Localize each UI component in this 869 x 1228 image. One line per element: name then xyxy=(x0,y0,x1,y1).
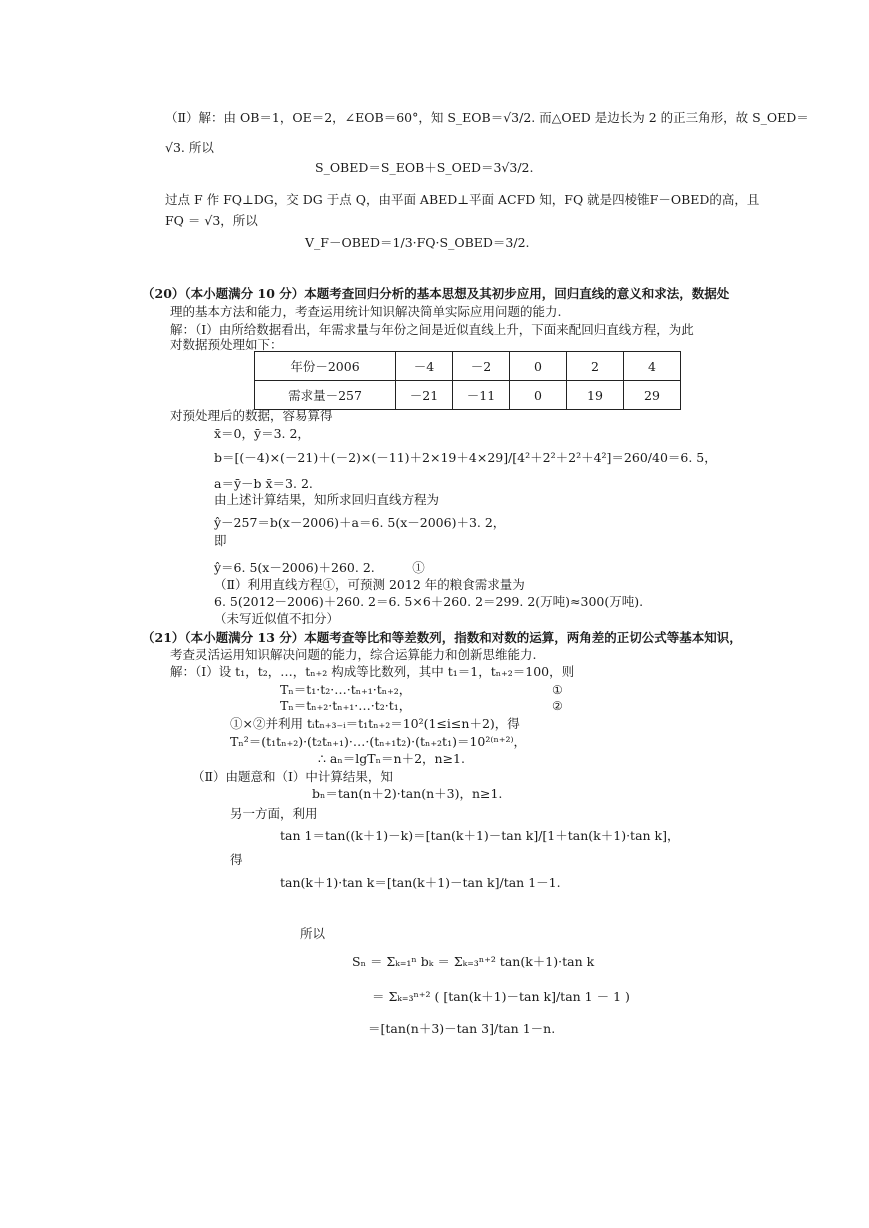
q21-an-result: ∴ aₙ＝lgTₙ＝n＋2，n≥1. xyxy=(318,751,465,766)
q20-slope-equation: b＝[(－4)×(－21)＋(－2)×(－11)＋2×19＋4×29]/[4²＋2²＋2²＋4²]＝260/40＝6. 5， xyxy=(214,450,717,465)
table-cell: 0 xyxy=(510,352,567,381)
q21-multiply-step: ①×②并利用 tᵢtₙ₊₃₋ᵢ＝t₁tₙ₊₂＝10²(1≤i≤n＋2)，得 xyxy=(230,716,520,731)
q21-sum-result: ＝[tan(n＋3)－tan 3]/tan 1－n. xyxy=(368,1021,556,1036)
q19-ii-line-2: √3. 所以 xyxy=(165,140,214,155)
table-row xyxy=(255,352,681,381)
q21-solution-line-1: 解：（Ⅰ）设 t₁，t₂，…，tₙ₊₂ 构成等比数列，其中 t₁＝1，tₙ₊₂＝100，则 xyxy=(170,664,575,679)
q20-solution-line-1: 解：（Ⅰ）由所给数据看出，年需求量与年份之间是近似直线上升，下面来配回归直线方程，为此 xyxy=(170,322,694,337)
q21-marker-2: ② xyxy=(552,699,563,713)
table-cell: 0 xyxy=(510,381,567,410)
q21-text-on-other-hand: 另一方面，利用 xyxy=(230,806,318,821)
q19-volume-equation: V_F－OBED＝1/3·FQ·S_OBED＝3/2. xyxy=(305,235,530,250)
q21-bn-formula: bₙ＝tan(n＋2)·tan(n＋3)，n≥1. xyxy=(312,786,503,801)
q21-header-line-2: 考查灵活运用知识解决问题的能力，综合运算能力和创新思维能力. xyxy=(170,647,537,662)
table-cell: 2 xyxy=(567,352,624,381)
q19-area-equation: S_OBED＝S_EOB＋S_OED＝3√3/2. xyxy=(315,160,534,175)
q20-header-line-2: 理的基本方法和能力，考查运用统计知识解决简单实际应用问题的能力. xyxy=(170,304,562,319)
q20-regression-final: ŷ＝6. 5(x－2006)＋260. 2. ① xyxy=(214,560,425,575)
q19-ii-line-1: （Ⅱ）解：由 OB＝1，OE＝2，∠EOB＝60°，知 S_EOB＝√3/2. 而△OED 是边长为 2 的正三角形，故 S_OED＝ xyxy=(165,110,809,125)
q21-header-line-1: （21）（本小题满分 13 分）本题考查等比和等差数列，指数和对数的运算，两角差的正切公式等基本知识， xyxy=(142,630,742,645)
q21-tan-identity: tan 1＝tan((k＋1)－k)＝[tan(k＋1)－tan k]/[1＋tan(k＋1)·tan k]， xyxy=(280,828,680,843)
table-cell: 4 xyxy=(624,352,681,381)
q21-sum-line-1: Sₙ ＝ Σₖ₌₁ⁿ bₖ ＝ Σₖ₌₃ⁿ⁺² tan(k＋1)·tan k xyxy=(352,954,595,969)
table-cell: －21 xyxy=(396,381,453,410)
q20-note: （未写近似值不扣分） xyxy=(214,611,340,626)
q20-text-ie: 即 xyxy=(214,533,227,548)
q21-sum-line-2: ＝ Σₖ₌₃ⁿ⁺² ( [tan(k＋1)－tan k]/tan 1 － 1 ) xyxy=(372,989,630,1004)
q21-tan-product: tan(k＋1)·tan k＝[tan(k＋1)－tan k]/tan 1－1. xyxy=(280,875,561,890)
table-cell: 29 xyxy=(624,381,681,410)
table-cell: 19 xyxy=(567,381,624,410)
q20-means: x̄＝0，ȳ＝3. 2， xyxy=(214,426,310,441)
q19-ii-line-3: 过点 F 作 FQ⊥DG，交 DG 于点 Q，由平面 ABED⊥平面 ACFD 知，FQ 就是四棱锥F－OBED的高，且 xyxy=(165,192,760,207)
q20-header-line-1: （20）（本小题满分 10 分）本题考查回归分析的基本思想及其初步应用，回归直线的意义和求法，数据处 xyxy=(142,286,730,301)
table-row xyxy=(255,381,681,410)
table-cell: －4 xyxy=(396,352,453,381)
q20-intercept: a＝ȳ－b x̄＝3. 2. xyxy=(214,476,313,491)
preprocessed-data-table xyxy=(254,351,681,410)
q20-solution-line-2: 对数据预处理如下： xyxy=(170,337,283,352)
q21-text-get: 得 xyxy=(230,852,243,867)
table-row-label: 年份－2006 xyxy=(255,352,396,381)
table-cell: －11 xyxy=(453,381,510,410)
table-cell: －2 xyxy=(453,352,510,381)
q21-text-therefore: 所以 xyxy=(300,926,326,941)
q19-ii-line-4: FQ ＝ √3，所以 xyxy=(165,213,258,228)
table-row-label: 需求量－257 xyxy=(255,381,396,410)
q20-text-after-table: 对预处理后的数据，容易算得 xyxy=(170,408,333,423)
q21-product-forward: Tₙ＝t₁·t₂·…·tₙ₊₁·tₙ₊₂， xyxy=(280,682,412,697)
q21-product-backward: Tₙ＝tₙ₊₂·tₙ₊₁·…·t₂·t₁， xyxy=(280,698,412,713)
q20-prediction: 6. 5(2012－2006)＋260. 2＝6. 5×6＋260. 2＝299. 2(万吨)≈300(万吨). xyxy=(214,594,644,609)
q21-part-ii: （Ⅱ）由题意和（Ⅰ）中计算结果，知 xyxy=(192,769,393,784)
q20-text-result: 由上述计算结果，知所求回归直线方程为 xyxy=(214,492,440,507)
q21-square-product: Tₙ²＝(t₁tₙ₊₂)·(t₂tₙ₊₁)·…·(tₙ₊₁t₂)·(tₙ₊₂t₁)＝10²⁽ⁿ⁺²⁾， xyxy=(230,734,527,749)
q20-part-ii: （Ⅱ）利用直线方程①，可预测 2012 年的粮食需求量为 xyxy=(214,577,525,592)
q21-marker-1: ① xyxy=(552,683,563,697)
q20-regression-line: ŷ－257＝b(x－2006)＋a＝6. 5(x－2006)＋3. 2， xyxy=(214,515,506,530)
